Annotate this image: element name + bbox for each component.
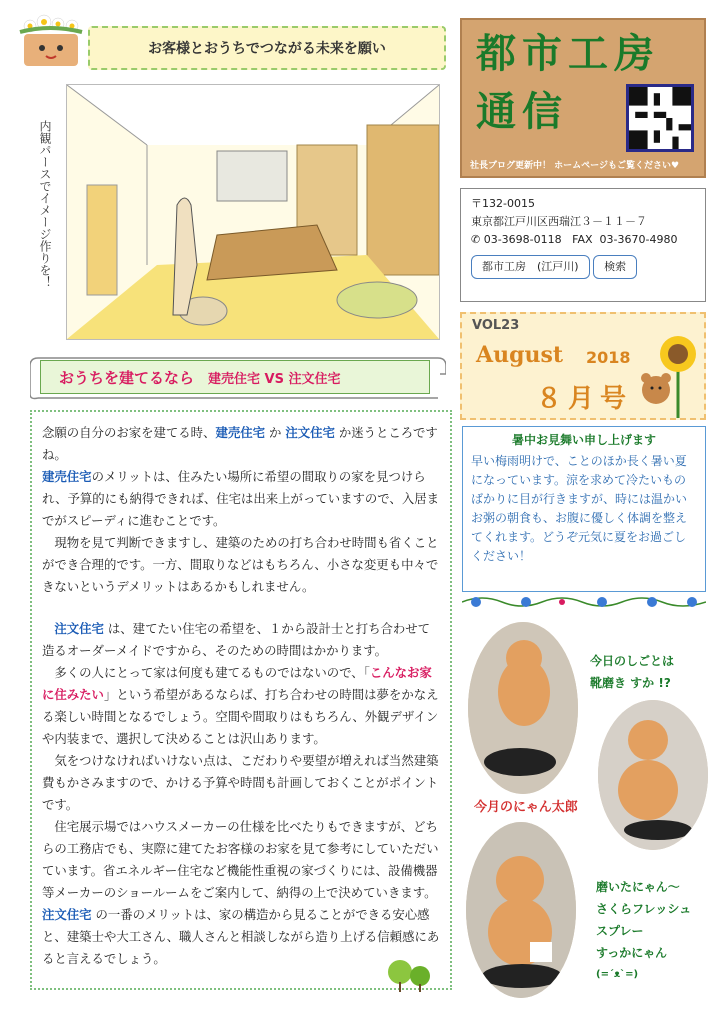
cat-photo-2: [598, 700, 708, 850]
text-span: 多くの人にとって家は何度も建てるものではないので、「: [54, 665, 370, 680]
volume-number: VOL23: [472, 318, 520, 333]
article-body: [30, 410, 452, 990]
caption-line: (=´ᴥ`=): [596, 969, 639, 980]
text-span: のメリットは、住みたい場所に希望の間取りの家を見つけられ、予算的にも納得できれば、住宅は出来上がっていますので、入居までがスピーディに進むことです。: [42, 469, 439, 528]
header-banner: お客様とおうちでつながる未来を願い: [88, 26, 446, 70]
section-subtitle: 建売住宅 VS 注文住宅: [208, 371, 341, 387]
text-span: 念願の自分のお家を建てる時、: [42, 425, 216, 440]
caption-line: すっかにゃん: [596, 946, 668, 960]
article-paragraph: 現物を見て判断できますし、建築のための打ち合わせ時間も省くことができ合理的です。一方、間取りなどはもちろん、小さな変更も中々できないというデメリットはあるかもしれません。: [42, 535, 439, 594]
caption-line: 磨いたにゃん～: [596, 880, 680, 894]
keyword-span: 注文住宅: [42, 907, 92, 922]
qr-code-icon[interactable]: [626, 84, 694, 152]
cat-photo-1: [468, 622, 578, 794]
sketch-caption: 内観パースでイメージ作りを！: [38, 120, 52, 288]
keyword-span: 建売住宅: [42, 469, 92, 484]
section-header: [30, 354, 446, 402]
company-address-box: [460, 188, 706, 302]
text-span: は、建てたい住宅の希望を、１から設計士と打ち合わせて造るオーダーメイドですから、そのための時間はかかります。: [42, 621, 431, 658]
interior-sketch-image: [66, 84, 440, 340]
logo-subtext: 社長ブログ更新中！ ホームページもご覧ください♥: [470, 161, 680, 171]
cat-photo-3: [466, 822, 576, 998]
keyword-span: 注文住宅: [54, 621, 104, 636]
fax-number: 03-3670-4980: [599, 233, 678, 246]
phone-icon: ✆: [471, 233, 481, 246]
text-span: 」という希望があるならば、打ち合わせの時間は夢をかなえる楽しい時間となるでしょう。空間や間取りはもちろん、外観デザインや内装まで、選択して決めることは沢山あります。: [42, 687, 439, 746]
morning-glory-vine-decoration: [462, 592, 706, 612]
postal-code: 〒132-0015: [471, 197, 535, 210]
greeting-title: 暑中お見舞い申し上げます: [511, 433, 656, 447]
caption-line: さくらフレッシュ: [596, 902, 692, 916]
logo-title-line2: 通信: [476, 88, 568, 135]
section-title: おうちを建てるなら: [59, 368, 195, 387]
section-title-box: [40, 360, 430, 394]
logo-title-line1: 都市工房: [476, 30, 660, 77]
cat-image: [468, 622, 578, 794]
issue-month: August: [476, 342, 563, 368]
summer-greeting-box: [462, 426, 706, 592]
search-button[interactable]: 検索: [593, 255, 637, 279]
newsletter-logo: [460, 18, 706, 178]
text-span: 住宅展示場ではハウスメーカーの仕様を比べたりもできますが、どちらの工務店でも、実際に建てたお客様のお家を見て参考にしていただいています。省エネルギー住宅など機能性重視の家づくりには、設備機器等メーカーのショールームをご案内して、納得の上で決めていきます。: [42, 819, 439, 900]
article-paragraph: [42, 662, 442, 750]
caption-line: スプレー: [596, 924, 644, 938]
text-span: の一番のメリットは、家の構造から見ることができる安心感と、建築士や大工さん、職人さんと相談しながら造り上げる信頼感にあると言えるでしょう。: [42, 907, 440, 966]
article-paragraph: [42, 466, 442, 532]
phone-line: [471, 231, 695, 249]
article-paragraph: [42, 618, 442, 662]
fax-label: FAX: [572, 233, 593, 246]
greeting-body: 早い梅雨明けで、ことのほか長く暑い夏になっています。涼を求めて冷たいものばかりに目が行きますが、時には温かいお粥の朝食も、お腹に優しく体調を整えてくれます。どうぞ元気に夏をお過ごしください！: [471, 454, 688, 563]
keyword-span: 注文住宅: [285, 425, 335, 440]
tree-icon: [386, 958, 432, 992]
article-paragraph: [42, 422, 442, 466]
sunflower-bear-icon: [638, 334, 702, 418]
flower-pot-icon: [18, 12, 84, 68]
highlight-span: こんなお家に住みたい: [42, 665, 432, 702]
tel-number: 03-3698-0118: [483, 233, 562, 246]
issue-year: 2018: [586, 348, 631, 367]
text-span: か: [265, 425, 286, 440]
article-paragraph: 気をつけなければいけない点は、こだわりや要望が増えれば当然建築費もかさみますので、かける予算や時間も計画しておくことがポイントです。: [42, 753, 439, 812]
keyword-span: 建売住宅: [215, 425, 266, 440]
cat-name-label: 今月のにゃん太郎: [474, 800, 578, 815]
street-address: 東京都江戸川区西瑞江３－１１－７: [471, 215, 647, 228]
article-paragraph: [42, 816, 442, 970]
cat-image: [466, 822, 576, 998]
issue-info-box: [460, 312, 706, 420]
cat-image: [598, 700, 708, 850]
caption-line: 今日のしごとは: [590, 654, 675, 668]
caption-line: 靴磨き すか !?: [590, 676, 671, 690]
search-term-box[interactable]: 都市工房 (江戸川): [471, 255, 590, 279]
text-span: か迷うところですね。: [42, 425, 438, 462]
spacer: [42, 598, 442, 618]
cat-caption-1: [590, 650, 674, 694]
cat-caption-2: [596, 876, 691, 986]
issue-number: ８月号: [536, 384, 633, 414]
